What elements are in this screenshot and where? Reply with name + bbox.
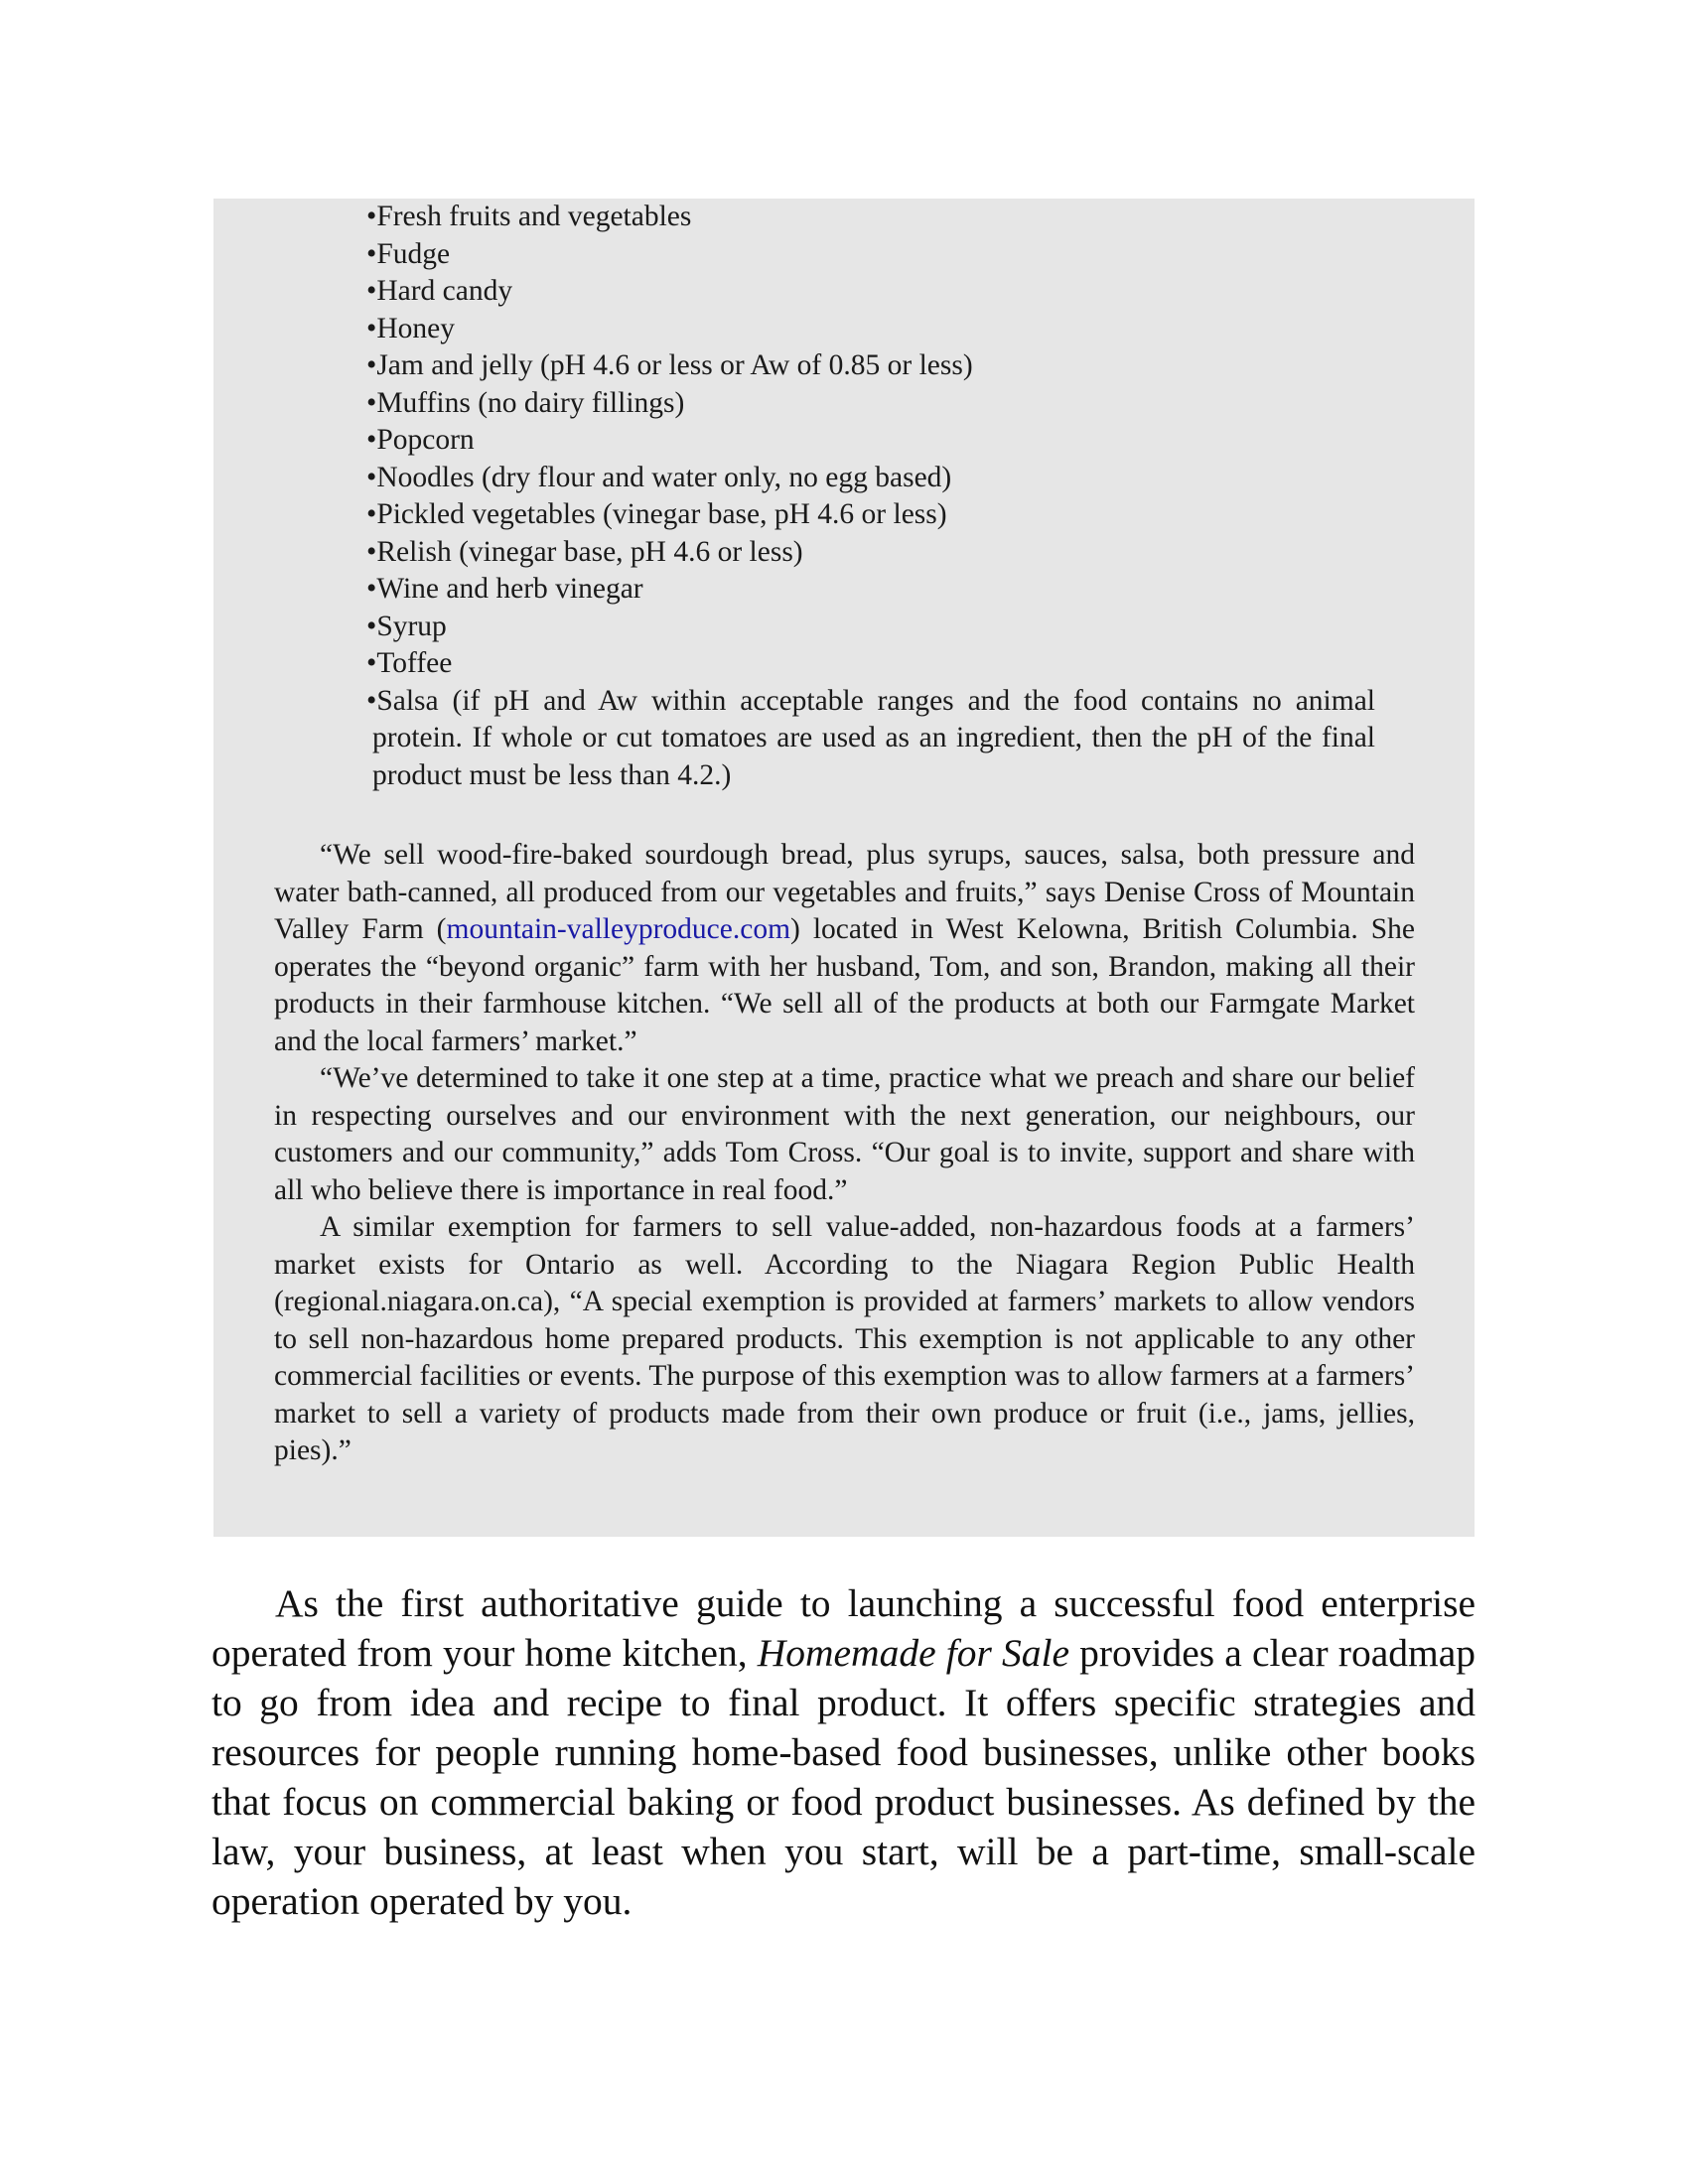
list-item-text: Relish (vinegar base, pH 4.6 or less) [376, 535, 803, 568]
bullet-glyph: • [366, 573, 377, 605]
quote-paragraph-denise [274, 837, 1415, 1060]
bullet-glyph: • [366, 386, 377, 419]
list-item-text: Salsa (if pH and Aw within acceptable ranges and the food contains no animal protein. If whole or cut tomatoes are used as an ingredient, then the pH of the final product must be less than 4.2.) [372, 684, 1375, 791]
quote-paragraph-tom: “We’ve determined to take it one step at a time, practice what we preach and share our belief in respecting ourselves and our environment with the next generation, our neighbours, our customers and our community,” adds Tom Cross. “Our goal is to invite, support and share with all who believe there is importance in real food.” [274, 1062, 1415, 1206]
bullet-glyph: • [366, 647, 377, 679]
list-item-text: Popcorn [376, 424, 475, 456]
bullet-glyph: • [366, 684, 377, 717]
list-item-text: Fresh fruits and vegetables [376, 201, 692, 232]
list-item [350, 199, 1402, 236]
list-item [350, 385, 1402, 423]
list-item-text: Noodles (dry flour and water only, no egg based) [376, 461, 952, 493]
bullet-glyph: • [366, 461, 377, 493]
bullet-glyph: • [366, 498, 377, 530]
list-item [350, 273, 1402, 311]
list-item [350, 571, 1402, 609]
list-item [350, 496, 1402, 534]
bullet-glyph: • [366, 275, 377, 307]
list-item [350, 460, 1402, 497]
quote-paragraph-ontario: A similar exemption for farmers to sell value-added, non-hazardous foods at a farmers’ market exists for Ontario as well. According to the Niagara Region Public Health (regional.niagara.on.ca), “A special exemption is provided at farmers’ markets to allow vendors to sell non-hazardous home prepared products. This exemption is not applicable to any other commercial facilities or events. The purpose of this exemption was to allow farmers at a farmers’ market to sell a variety of products made from their own produce or fruit (i.e., jams, jellies, pies).” [274, 1211, 1415, 1466]
sidebar-box [213, 199, 1475, 1537]
list-item [350, 236, 1402, 274]
bullet-glyph: • [366, 424, 377, 456]
quote-block [274, 837, 1415, 1470]
list-item [350, 683, 1375, 795]
list-item [350, 609, 1402, 646]
allowed-foods-list [350, 199, 1402, 794]
farm-website-link[interactable]: mountain-valleyproduce.com [446, 913, 791, 945]
main-paragraph [211, 1578, 1476, 1926]
main-text: provides a clear roadmap to go from idea and recipe to final product. It offers specific strategies and resources for people running home-based food businesses, unlike other books that focus on commercial baking or food product businesses. As defined by the law, your business, at least when you start, will be a part-time, small-scale operation operated by you. [211, 1631, 1476, 1923]
main-text: As the first authoritative guide to launching a successful food enterprise operated from your home kitchen, [211, 1581, 1476, 1675]
list-item [350, 422, 1402, 460]
list-item-text: Hard candy [376, 275, 513, 307]
list-item-text: Jam and jelly (pH 4.6 or less or Aw of 0.85 or less) [376, 349, 973, 381]
bullet-glyph: • [366, 535, 377, 568]
quote-text: “We sell wood-fire-baked sourdough bread, plus syrups, sauces, salsa, both pressure and water bath-canned, all produced from our vegetables and fruits,” says Denise Cross of Mountain Valley Farm ( [274, 839, 1415, 945]
list-item [350, 347, 1402, 385]
list-item [350, 311, 1402, 348]
quote-text: ) located in West Kelowna, British Columbia. She operates the “beyond organic” farm with her husband, Tom, and son, Brandon, making all their products in their farmhouse kitchen. “We sell all of the products at both our Farmgate Market and the local farmers’ market.” [274, 913, 1415, 1057]
list-item-text: Fudge [376, 237, 451, 270]
list-item [350, 645, 1402, 683]
book-title: Homemade for Sale [757, 1631, 1069, 1675]
bullet-glyph: • [366, 237, 377, 270]
bullet-glyph: • [366, 201, 377, 232]
bullet-glyph: • [366, 312, 377, 344]
list-item-text: Honey [376, 312, 455, 344]
list-item [350, 534, 1402, 572]
list-item-text: Toffee [376, 647, 453, 679]
list-item-text: Syrup [376, 610, 447, 642]
bullet-glyph: • [366, 349, 377, 381]
list-item-text: Muffins (no dairy fillings) [376, 386, 685, 419]
list-item-text: Wine and herb vinegar [376, 573, 643, 605]
list-item-text: Pickled vegetables (vinegar base, pH 4.6 or less) [376, 498, 947, 530]
bullet-glyph: • [366, 610, 377, 642]
